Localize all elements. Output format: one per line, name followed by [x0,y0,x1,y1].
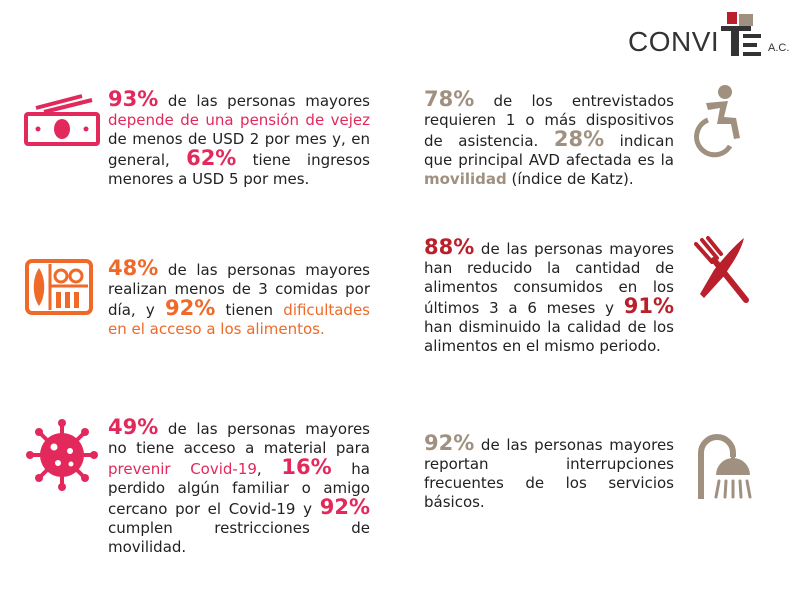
food-text-2: tienen [215,301,284,319]
food-reduction-percent-88: 88% [424,235,475,259]
covid-percent-16: 16% [281,455,332,479]
food-percent-48: 48% [108,256,159,280]
covid-text-4: cumplen restricciones de movilidad. [108,519,370,556]
shower-icon [694,431,756,501]
services-text-1: de las personas mayores reportan interrupciones frecuentes de los servicios básicos. [424,436,674,511]
pension-highlight: depende de una pensión de vejez [108,111,370,129]
mobility-percent-78: 78% [424,87,475,111]
pension-percent-62: 62% [186,146,237,170]
services-text-block [424,431,674,512]
food-reduction-text-2: han disminuido la calidad de los alimentos en el mismo periodo. [424,318,674,355]
mobility-text-3: (índice de Katz). [506,170,634,188]
food-text-block [108,256,370,339]
pension-percent-93: 93% [108,87,159,111]
convite-logo [628,12,788,62]
pension-text-2: de menos de USD 2 por mes y, en general, [108,130,370,169]
covid-highlight: prevenir Covid-19 [108,460,257,478]
food-highlight: dificultades en el acceso a los alimentos. [108,301,370,338]
pension-text-block [108,87,370,189]
pension-text-3: tiene ingresos menores a USD 5 por mes. [108,151,370,188]
logo-text: CONVI [628,26,720,57]
covid-text-2: , [256,460,282,478]
services-percent-92: 92% [424,431,475,455]
logo-mark-icon [715,12,765,58]
logo-suffix: A.C. [768,42,790,54]
fork-knife-icon [690,236,750,306]
mobility-text-1: de los entrevistados requieren 1 o más dispositivos de asistencia. [424,92,674,150]
food-reduction-text-block [424,235,674,356]
virus-icon [24,417,100,493]
wheelchair-icon [690,84,750,158]
food-percent-92: 92% [165,296,216,320]
pension-text-1: de las personas mayores [158,92,370,110]
covid-text-1: de las personas mayores no tiene acceso a material para [108,420,370,457]
food-reduction-percent-91: 91% [623,294,674,318]
mobility-text-2: indican que principal AVD afectada es la [424,132,674,169]
money-icon [22,92,102,148]
covid-text-3: ha perdido algún familiar o amigo cercano por el Covid-19 y [108,460,370,518]
covid-percent-49: 49% [108,415,159,439]
food-text-1: de las personas mayores realizan menos de 3 comidas por día, y [108,261,370,319]
mobility-highlight: movilidad [424,170,507,188]
food-reduction-text-1: de las personas mayores han reducido la cantidad de alimentos consumidos en los últimos 3 a 6 meses y [424,240,674,317]
mobility-text-block [424,87,674,189]
food-tray-icon [24,258,94,316]
mobility-percent-28: 28% [553,127,605,151]
covid-percent-92: 92% [319,495,370,519]
covid-text-block [108,415,370,557]
